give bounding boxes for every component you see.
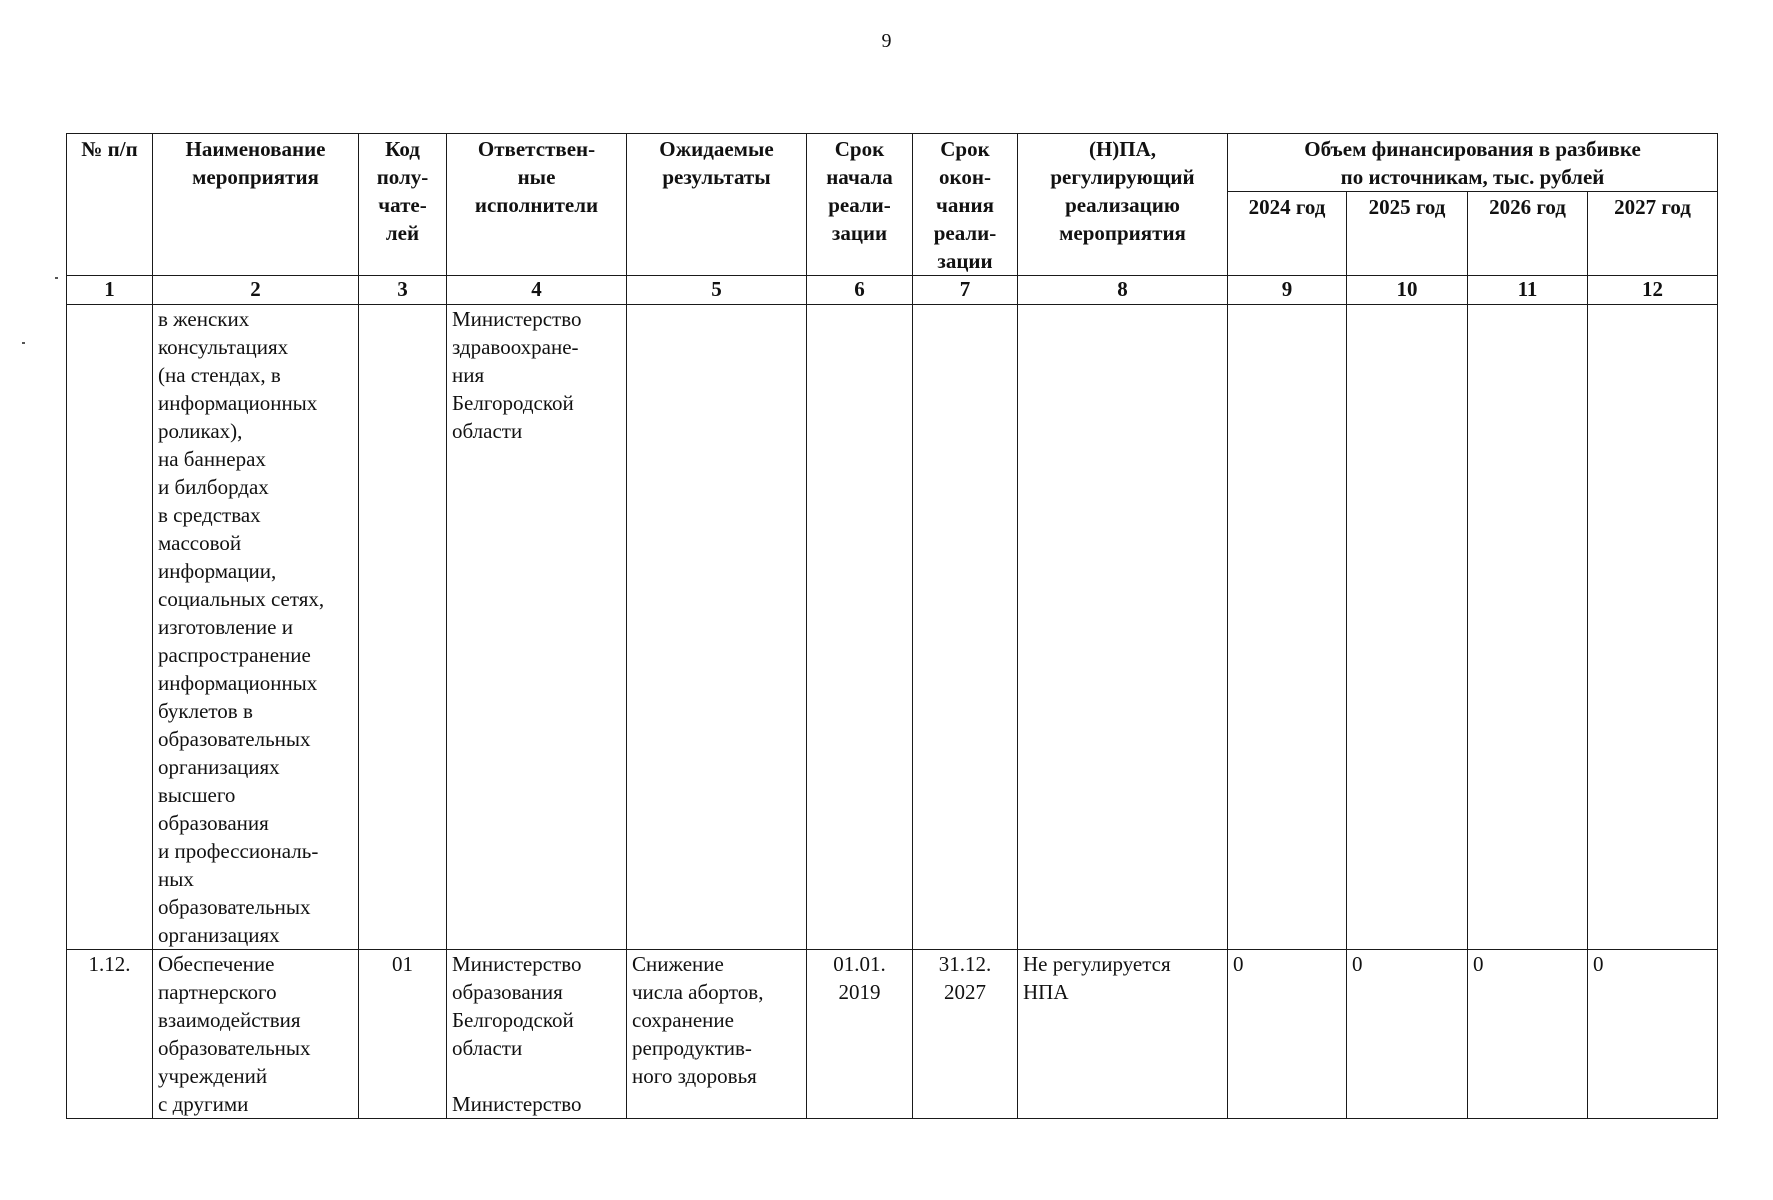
header-year-2026: 2026 год: [1468, 192, 1588, 276]
table-row: [67, 950, 1718, 1119]
activities-table: [66, 133, 1718, 1119]
column-number: 9: [1228, 276, 1347, 305]
end-date: 31.12. 2027: [913, 950, 1018, 1119]
scan-speck: [55, 277, 58, 279]
funding-2027: 0: [1588, 950, 1718, 1119]
column-number: 10: [1347, 276, 1468, 305]
header-responsible: Ответствен- ные исполнители: [447, 134, 627, 276]
header-recipient-code: Код полу- чате- лей: [359, 134, 447, 276]
column-number: 11: [1468, 276, 1588, 305]
row-number: 1.12.: [67, 950, 153, 1119]
funding-2026: 0: [1468, 950, 1588, 1119]
column-number: 2: [153, 276, 359, 305]
recipient-code: 01: [359, 950, 447, 1119]
column-number: 12: [1588, 276, 1718, 305]
header-year-2027: 2027 год: [1588, 192, 1718, 276]
responsible-executors: Министерство образования Белгородской области Министерство: [447, 950, 627, 1119]
end-date: [913, 305, 1018, 950]
funding-2027: [1588, 305, 1718, 950]
recipient-code: [359, 305, 447, 950]
funding-2024: [1228, 305, 1347, 950]
start-date: [807, 305, 913, 950]
column-number: 7: [913, 276, 1018, 305]
activity-name: в женских консультациях (на стендах, в информационных роликах), на баннерах и билбордах в средствах массовой информации, социальных сетях, изготовление и распространение информационных буклетов в образовательных организациях высшего образования и профессиональ- ных образовательных организациях: [153, 305, 359, 950]
start-date: 01.01. 2019: [807, 950, 913, 1119]
column-number: 1: [67, 276, 153, 305]
header-number: № п/п: [67, 134, 153, 276]
expected-results: [627, 305, 807, 950]
header-start-date: Срок начала реали- зации: [807, 134, 913, 276]
header-end-date: Срок окон- чания реали- зации: [913, 134, 1018, 276]
row-number: [67, 305, 153, 950]
activity-name: Обеспечение партнерского взаимодействия образовательных учреждений с другими: [153, 950, 359, 1119]
funding-2024: 0: [1228, 950, 1347, 1119]
header-activity-name: Наименование мероприятия: [153, 134, 359, 276]
header-year-2025: 2025 год: [1347, 192, 1468, 276]
column-number-row: [67, 276, 1718, 305]
funding-2026: [1468, 305, 1588, 950]
column-number: 5: [627, 276, 807, 305]
header-year-2024: 2024 год: [1228, 192, 1347, 276]
table-row: [67, 305, 1718, 950]
column-number: 6: [807, 276, 913, 305]
header-funding: Объем финансирования в разбивке по источникам, тыс. рублей: [1228, 134, 1718, 192]
column-number: 3: [359, 276, 447, 305]
scan-speck: [22, 342, 25, 344]
responsible-executors: Министерство здравоохране- ния Белгородской области: [447, 305, 627, 950]
header-regulation: (Н)ПА, регулирующий реализацию мероприятия: [1018, 134, 1228, 276]
funding-2025: [1347, 305, 1468, 950]
expected-results: Снижение числа абортов, сохранение репродуктив- ного здоровья: [627, 950, 807, 1119]
column-number: 8: [1018, 276, 1228, 305]
header-expected-results: Ожидаемые результаты: [627, 134, 807, 276]
page-number: 9: [881, 30, 892, 52]
regulation: [1018, 305, 1228, 950]
regulation: Не регулируется НПА: [1018, 950, 1228, 1119]
funding-2025: 0: [1347, 950, 1468, 1119]
column-number: 4: [447, 276, 627, 305]
